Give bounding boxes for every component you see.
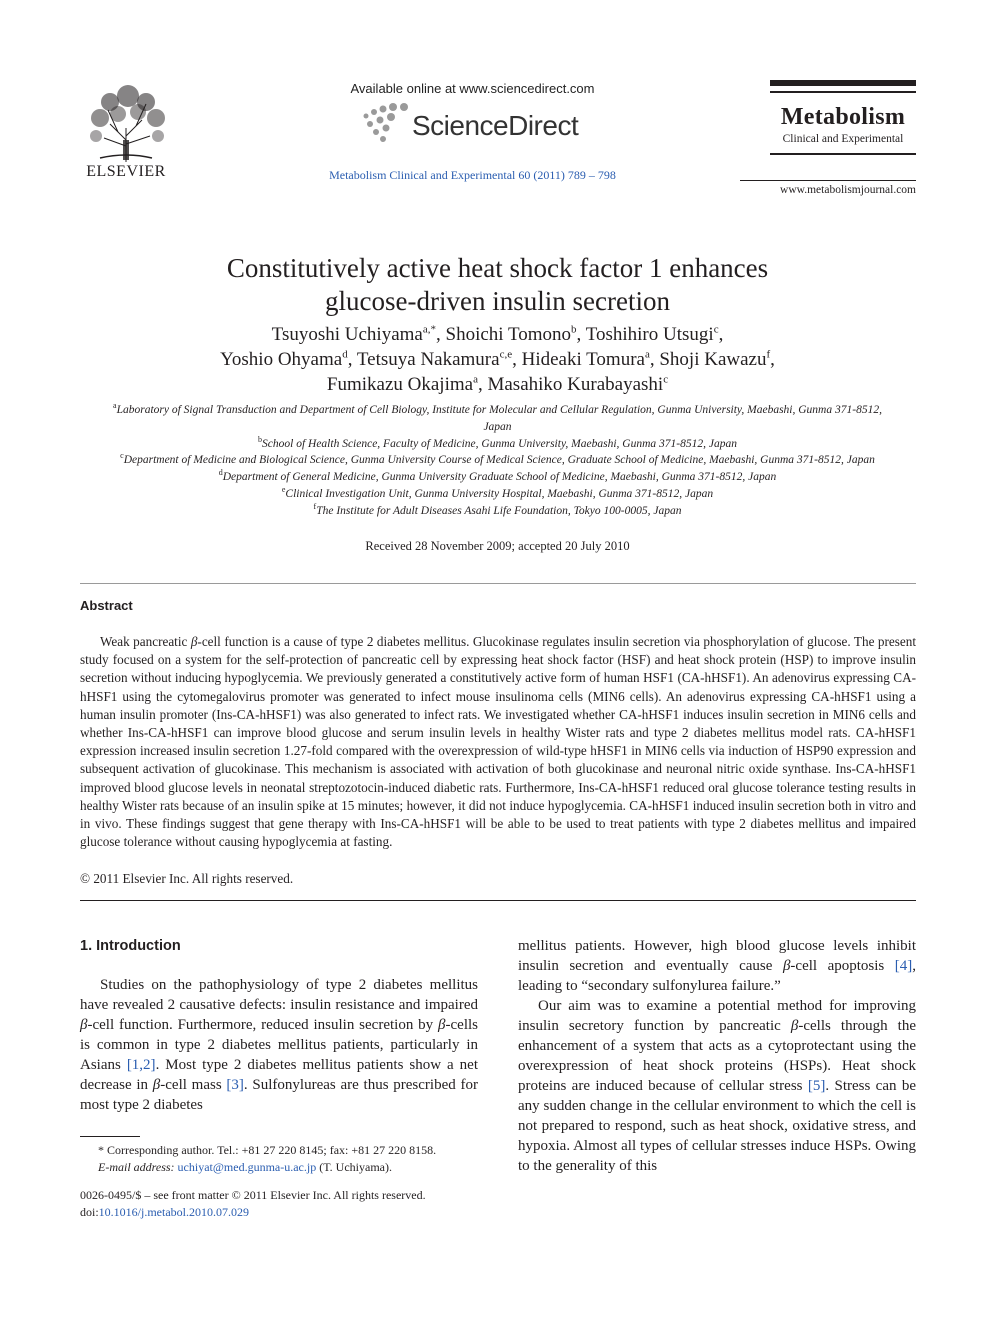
- author-name: Hideaki Tomura: [521, 349, 645, 370]
- body-column-left: [80, 936, 478, 1115]
- sciencedirect-wordmark[interactable]: ScienceDirect: [412, 110, 579, 141]
- author-name: Tetsuya Nakamura: [356, 349, 500, 370]
- doi-link[interactable]: 10.1016/j.metabol.2010.07.029: [98, 1205, 249, 1219]
- body-paragraph: Studies on the pathophysiology of type 2 diabetes mellitus have revealed 2 causative defects: insulin resistance and impaired β-cell function. Furthermore, reduced insulin secretion by β-cells is common in type 2 diabetes mellitus patients, particularly in Asians [1,2]. Most type 2 diabetes mellitus patients show a net decrease in β-cell mass [3]. Sulfonylureas are thus prescribed for most type 2 diabetes: [80, 977, 478, 1113]
- affiliation-marker: a: [644, 348, 650, 361]
- affiliation-marker: f: [766, 348, 771, 361]
- footnote: [80, 1142, 478, 1176]
- greek-symbol: β: [152, 1077, 161, 1093]
- abstract-text: Weak pancreatic β-cell function is a cause of type 2 diabetes mellitus. Glucokinase regulates insulin secretion via phosphorylation of glucose. The present study focused on a system for the self-protection of pancreatic cell by expressing heat shock factor (HSF) and heat shock protein (HSP) to improve insulin secretion without inducing hypoglycemia. We previously generated a constitutively active form of human HSF1 (CA-hHSF1). An adenovirus expressing CA-hHSF1 using the cytomegalovirus promoter was generated to infect mouse insulinoma cells (MIN6 cells). An adenovirus expressing CA-hHSF1 using a human insulin promoter (Ins-CA-hHSF1) was also generated to infect rats. We investigated whether CA-hHSF1 induces insulin secretion in MIN6 cells and whether Ins-CA-hHSF1 can improve blood glucose and serum insulin levels in healthy Wister rats and type 2 diabetes mellitus model rats. CA-hHSF1 expression increased insulin secretion 1.27-fold compared with the overexpression of wild-type hHSF1 in MIN6 cells via induction of HSP90 expression and subsequent activation of glucokinase. This mechanism is associated with activation of both glucokinase and neuronal nitric oxide synthase. Ins-CA-hHSF1 improved blood glucose levels in neonatal streptozotocin-induced diabetic rats. Furthermore, Ins-CA-hHSF1 reduced oral glucose tolerance testing results in healthy Wister rats because of an insulin spike at 15 minutes; however, it did not induce hypoglycemia. CA-hHSF1 induced insulin secretion both in vitro and in vivo. These findings suggest that gene therapy with Ins-CA-hHSF1 will be able to be used to treat patients with type 2 diabetes mellitus and impaired glucose tolerance without causing hypoglycemia at fasting.: [80, 634, 916, 850]
- body-paragraph: mellitus patients. However, high blood glucose levels inhibit insulin secretion and eventually cause β-cell apoptosis [4], leading to “secondary sulfonylurea failure.”: [518, 938, 916, 994]
- affiliation-marker: b: [258, 434, 263, 444]
- author-list: [140, 322, 855, 397]
- author-line: Fumikazu Okajima$^a$, Masahiko Kurabayashi$^c$: [326, 373, 669, 395]
- affiliation: [110, 452, 885, 469]
- author-name: Masahiko Kurabayashi: [487, 374, 664, 395]
- author-name: Toshihiro Utsugi: [585, 324, 714, 345]
- affiliation-marker: a: [113, 401, 117, 411]
- affiliation-marker: b: [571, 323, 577, 336]
- title-line: Constitutively active heat shock factor 1 enhances: [226, 253, 769, 283]
- affiliation-text: Clinical Investigation Unit, Gunma University Hospital, Maebashi, Gunma 371-8512, Japan: [285, 487, 714, 500]
- received-dates: Received 28 November 2009; accepted 20 July 2010: [365, 539, 630, 553]
- affiliation: [110, 503, 885, 520]
- greek-symbol: β: [438, 1017, 446, 1033]
- author-name: Fumikazu Okajima: [326, 374, 474, 395]
- affiliation-text: School of Health Science, Faculty of Medicine, Gunma University, Maebashi, Gunma 371-8512, Japan: [262, 437, 737, 450]
- masthead-rule: [770, 91, 916, 93]
- affiliation-marker: d: [218, 468, 223, 478]
- greek-symbol: β: [790, 1018, 799, 1034]
- affiliation-marker: a,*: [422, 323, 436, 336]
- affiliation-marker: c,e: [499, 348, 513, 361]
- doi-label: doi:: [80, 1205, 99, 1219]
- citation-link[interactable]: [3]: [226, 1077, 244, 1093]
- affiliation-list: [110, 402, 885, 520]
- email-note: [80, 1159, 478, 1176]
- publisher-name: ELSEVIER: [86, 163, 166, 180]
- affiliation-marker: f: [313, 501, 317, 511]
- affiliation: [110, 402, 885, 436]
- greek-symbol: β: [190, 634, 198, 649]
- available-online-text[interactable]: Available online at www.sciencedirect.com: [350, 81, 595, 96]
- affiliation: [110, 436, 885, 453]
- divider: [80, 900, 916, 901]
- section-heading: 1. Introduction: [80, 938, 181, 954]
- journal-website[interactable]: www.metabolismjournal.com: [780, 184, 916, 196]
- citation-link[interactable]: [1,2]: [126, 1057, 156, 1073]
- affiliation-marker: c: [120, 451, 124, 461]
- body-paragraph: Our aim was to examine a potential method for improving insulin secretory function by pancreatic β-cells through the enhancement of a system that acts as a cytoprotectant using the overexpression of heat shock proteins (HSPs). Heat shock proteins are induced because of cellular stress [5]. Stress can be any sudden change in the cellular environment to which the cell is not prepared to respond, such as heat shock, oxidative stress, and hypoxia. Almost all types of cellular stresses induce HSPs. Owing to the generality of this: [518, 998, 916, 1174]
- citation-link[interactable]: [5]: [807, 1078, 826, 1094]
- footnote-rule: [80, 1136, 140, 1137]
- author-line: Tsuyoshi Uchiyama$^{a,*}$, Shoichi Tomono$^b$, Toshihiro Utsugi$^c$,: [271, 323, 724, 345]
- affiliation-text: Laboratory of Signal Transduction and Department of Cell Biology, Institute for Molecular and Cellular Regulation, Gunma University, Maebashi, Gunma 371-8512, Japan: [116, 404, 882, 433]
- journal-masthead-subtitle: Clinical and Experimental: [782, 133, 904, 145]
- affiliation-text: Department of General Medicine, Gunma University Graduate School of Medicine, Maebashi, Gunma 371-8512, Japan: [222, 471, 777, 484]
- doi-line: [80, 1204, 480, 1221]
- copyright-notice: © 2011 Elsevier Inc. All rights reserved.: [80, 871, 294, 886]
- greek-symbol: β: [80, 1017, 88, 1033]
- affiliation: [110, 469, 885, 486]
- corresponding-author-note: * Corresponding author. Tel.: +81 27 220 8145; fax: +81 27 220 8158.: [98, 1143, 437, 1157]
- masthead-rule: [770, 153, 916, 155]
- author-name: Tsuyoshi Uchiyama: [271, 324, 423, 345]
- affiliation-marker: d: [342, 348, 348, 361]
- author-name: Shoichi Tomono: [445, 324, 572, 345]
- author-name: Yoshio Ohyama: [220, 349, 343, 370]
- email-owner: (T. Uchiyama).: [316, 1160, 392, 1174]
- divider: [80, 583, 916, 584]
- masthead-rule: [740, 180, 916, 181]
- title-line: glucose-driven insulin secretion: [325, 286, 670, 316]
- affiliation-marker: c: [713, 323, 719, 336]
- journal-citation-link[interactable]: Metabolism Clinical and Experimental 60 (2011) 789 – 798: [329, 168, 616, 182]
- journal-masthead-title: Metabolism: [780, 104, 906, 130]
- affiliation: [110, 486, 885, 503]
- greek-symbol: β: [782, 958, 791, 974]
- affiliation-marker: c: [663, 373, 669, 386]
- article-title: [150, 252, 845, 318]
- affiliation-text: Department of Medicine and Biological Science, Gunma University Course of Medical Science, Graduate School of Medicine, Maebashi, Gunma 371-8512, Japan: [123, 454, 875, 467]
- abstract-heading: Abstract: [80, 598, 133, 613]
- email-link[interactable]: uchiyat@med.gunma-u.ac.jp: [177, 1160, 317, 1174]
- affiliation-marker: a: [473, 373, 478, 386]
- affiliation-text: The Institute for Adult Diseases Asahi Life Foundation, Tokyo 100-0005, Japan: [316, 504, 682, 517]
- affiliation-marker: e: [281, 485, 286, 495]
- author-line: Yoshio Ohyama$^d$, Tetsuya Nakamura$^{c,e}$, Hideaki Tomura$^a$, Shoji Kawazu$^f$,: [220, 348, 775, 370]
- citation-link[interactable]: [4]: [894, 958, 913, 974]
- masthead-rule: [770, 80, 916, 86]
- front-matter: [80, 1187, 480, 1221]
- issn-line: 0026-0495/$ – see front matter © 2011 Elsevier Inc. All rights reserved.: [80, 1188, 426, 1202]
- body-column-right: [518, 936, 916, 1176]
- author-name: Shoji Kawazu: [659, 349, 767, 370]
- email-label: E-mail address:: [98, 1160, 175, 1174]
